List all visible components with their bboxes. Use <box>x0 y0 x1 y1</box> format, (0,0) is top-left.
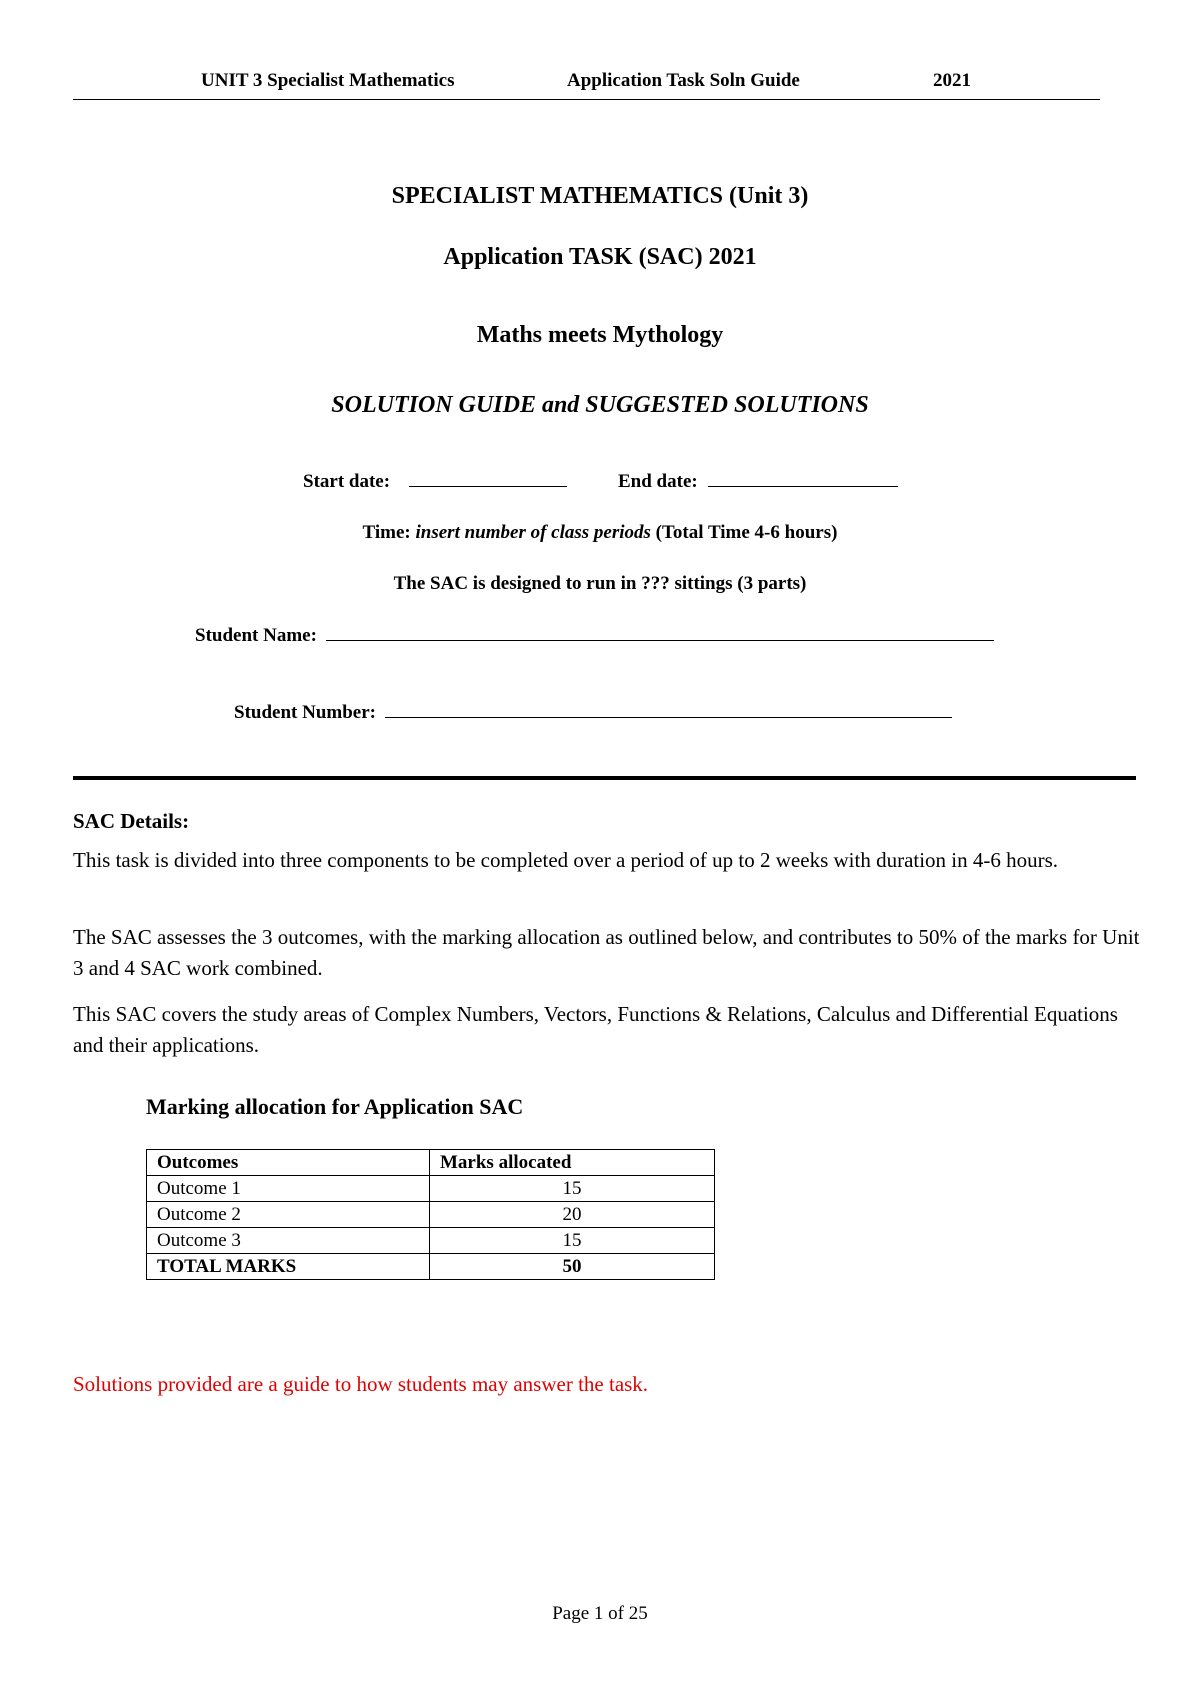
column-header-marks: Marks allocated <box>430 1150 715 1176</box>
start-date-field <box>303 470 567 493</box>
marks-cell: 20 <box>430 1202 715 1228</box>
time-label: Time: <box>362 522 411 543</box>
student-name-label: Student Name: <box>195 625 317 646</box>
table-total-row <box>147 1254 715 1280</box>
details-paragraph-1: This task is divided into three components to be completed over a period of up to 2 weeks with duration in 4-6 hours. <box>73 848 1059 872</box>
header-right: 2021 <box>933 70 971 91</box>
outcome-cell: Outcome 2 <box>147 1202 430 1228</box>
marking-table <box>146 1149 715 1280</box>
task-subtitle: Maths meets Mythology <box>476 322 724 348</box>
marks-cell: 15 <box>430 1176 715 1202</box>
student-name-line <box>326 624 994 641</box>
outcome-cell: Outcome 3 <box>147 1228 430 1254</box>
task-title: Application TASK (SAC) 2021 <box>443 244 757 270</box>
table-row <box>147 1202 715 1228</box>
end-date-line <box>708 470 898 487</box>
header-rule <box>73 99 1100 100</box>
end-date-label: End date: <box>618 471 698 492</box>
solutions-note: Solutions provided are a guide to how students may answer the task. <box>73 1372 649 1396</box>
header-center: Application Task Soln Guide <box>567 70 800 91</box>
total-value-cell: 50 <box>430 1254 715 1280</box>
table-header-row <box>147 1150 715 1176</box>
page-number: Page 1 of 25 <box>552 1603 648 1624</box>
student-number-field <box>234 701 952 724</box>
marks-cell: 15 <box>430 1228 715 1254</box>
start-date-label: Start date: <box>303 471 391 492</box>
details-paragraph-2: The SAC assesses the 3 outcomes, with the marking allocation as outlined below, and contributes to 50% of the marks for Unit 3 and 4 SAC work combined. <box>73 925 1140 980</box>
total-label-cell: TOTAL MARKS <box>147 1254 430 1280</box>
time-line <box>0 522 1200 544</box>
time-total: (Total Time 4-6 hours) <box>655 522 838 543</box>
guide-title: SOLUTION GUIDE and SUGGESTED SOLUTIONS <box>331 392 869 418</box>
marking-heading: Marking allocation for Application SAC <box>146 1094 524 1119</box>
start-date-line <box>409 470 567 487</box>
table-row <box>147 1176 715 1202</box>
time-value: insert number of class periods <box>415 522 651 543</box>
end-date-field <box>618 470 898 493</box>
outcome-cell: Outcome 1 <box>147 1176 430 1202</box>
section-divider <box>73 776 1136 780</box>
table-row <box>147 1228 715 1254</box>
student-number-label: Student Number: <box>234 702 376 723</box>
document-title: SPECIALIST MATHEMATICS (Unit 3) <box>391 183 809 209</box>
header-left: UNIT 3 Specialist Mathematics <box>201 70 455 91</box>
column-header-outcomes: Outcomes <box>147 1150 430 1176</box>
student-name-field <box>195 624 994 647</box>
sittings-text: The SAC is designed to run in ??? sittings (3 parts) <box>393 573 807 594</box>
details-heading: SAC Details: <box>73 809 190 833</box>
student-number-line <box>385 701 952 718</box>
details-paragraph-3: This SAC covers the study areas of Complex Numbers, Vectors, Functions & Relations, Calculus and Differential Equations and their applications. <box>73 1002 1118 1057</box>
